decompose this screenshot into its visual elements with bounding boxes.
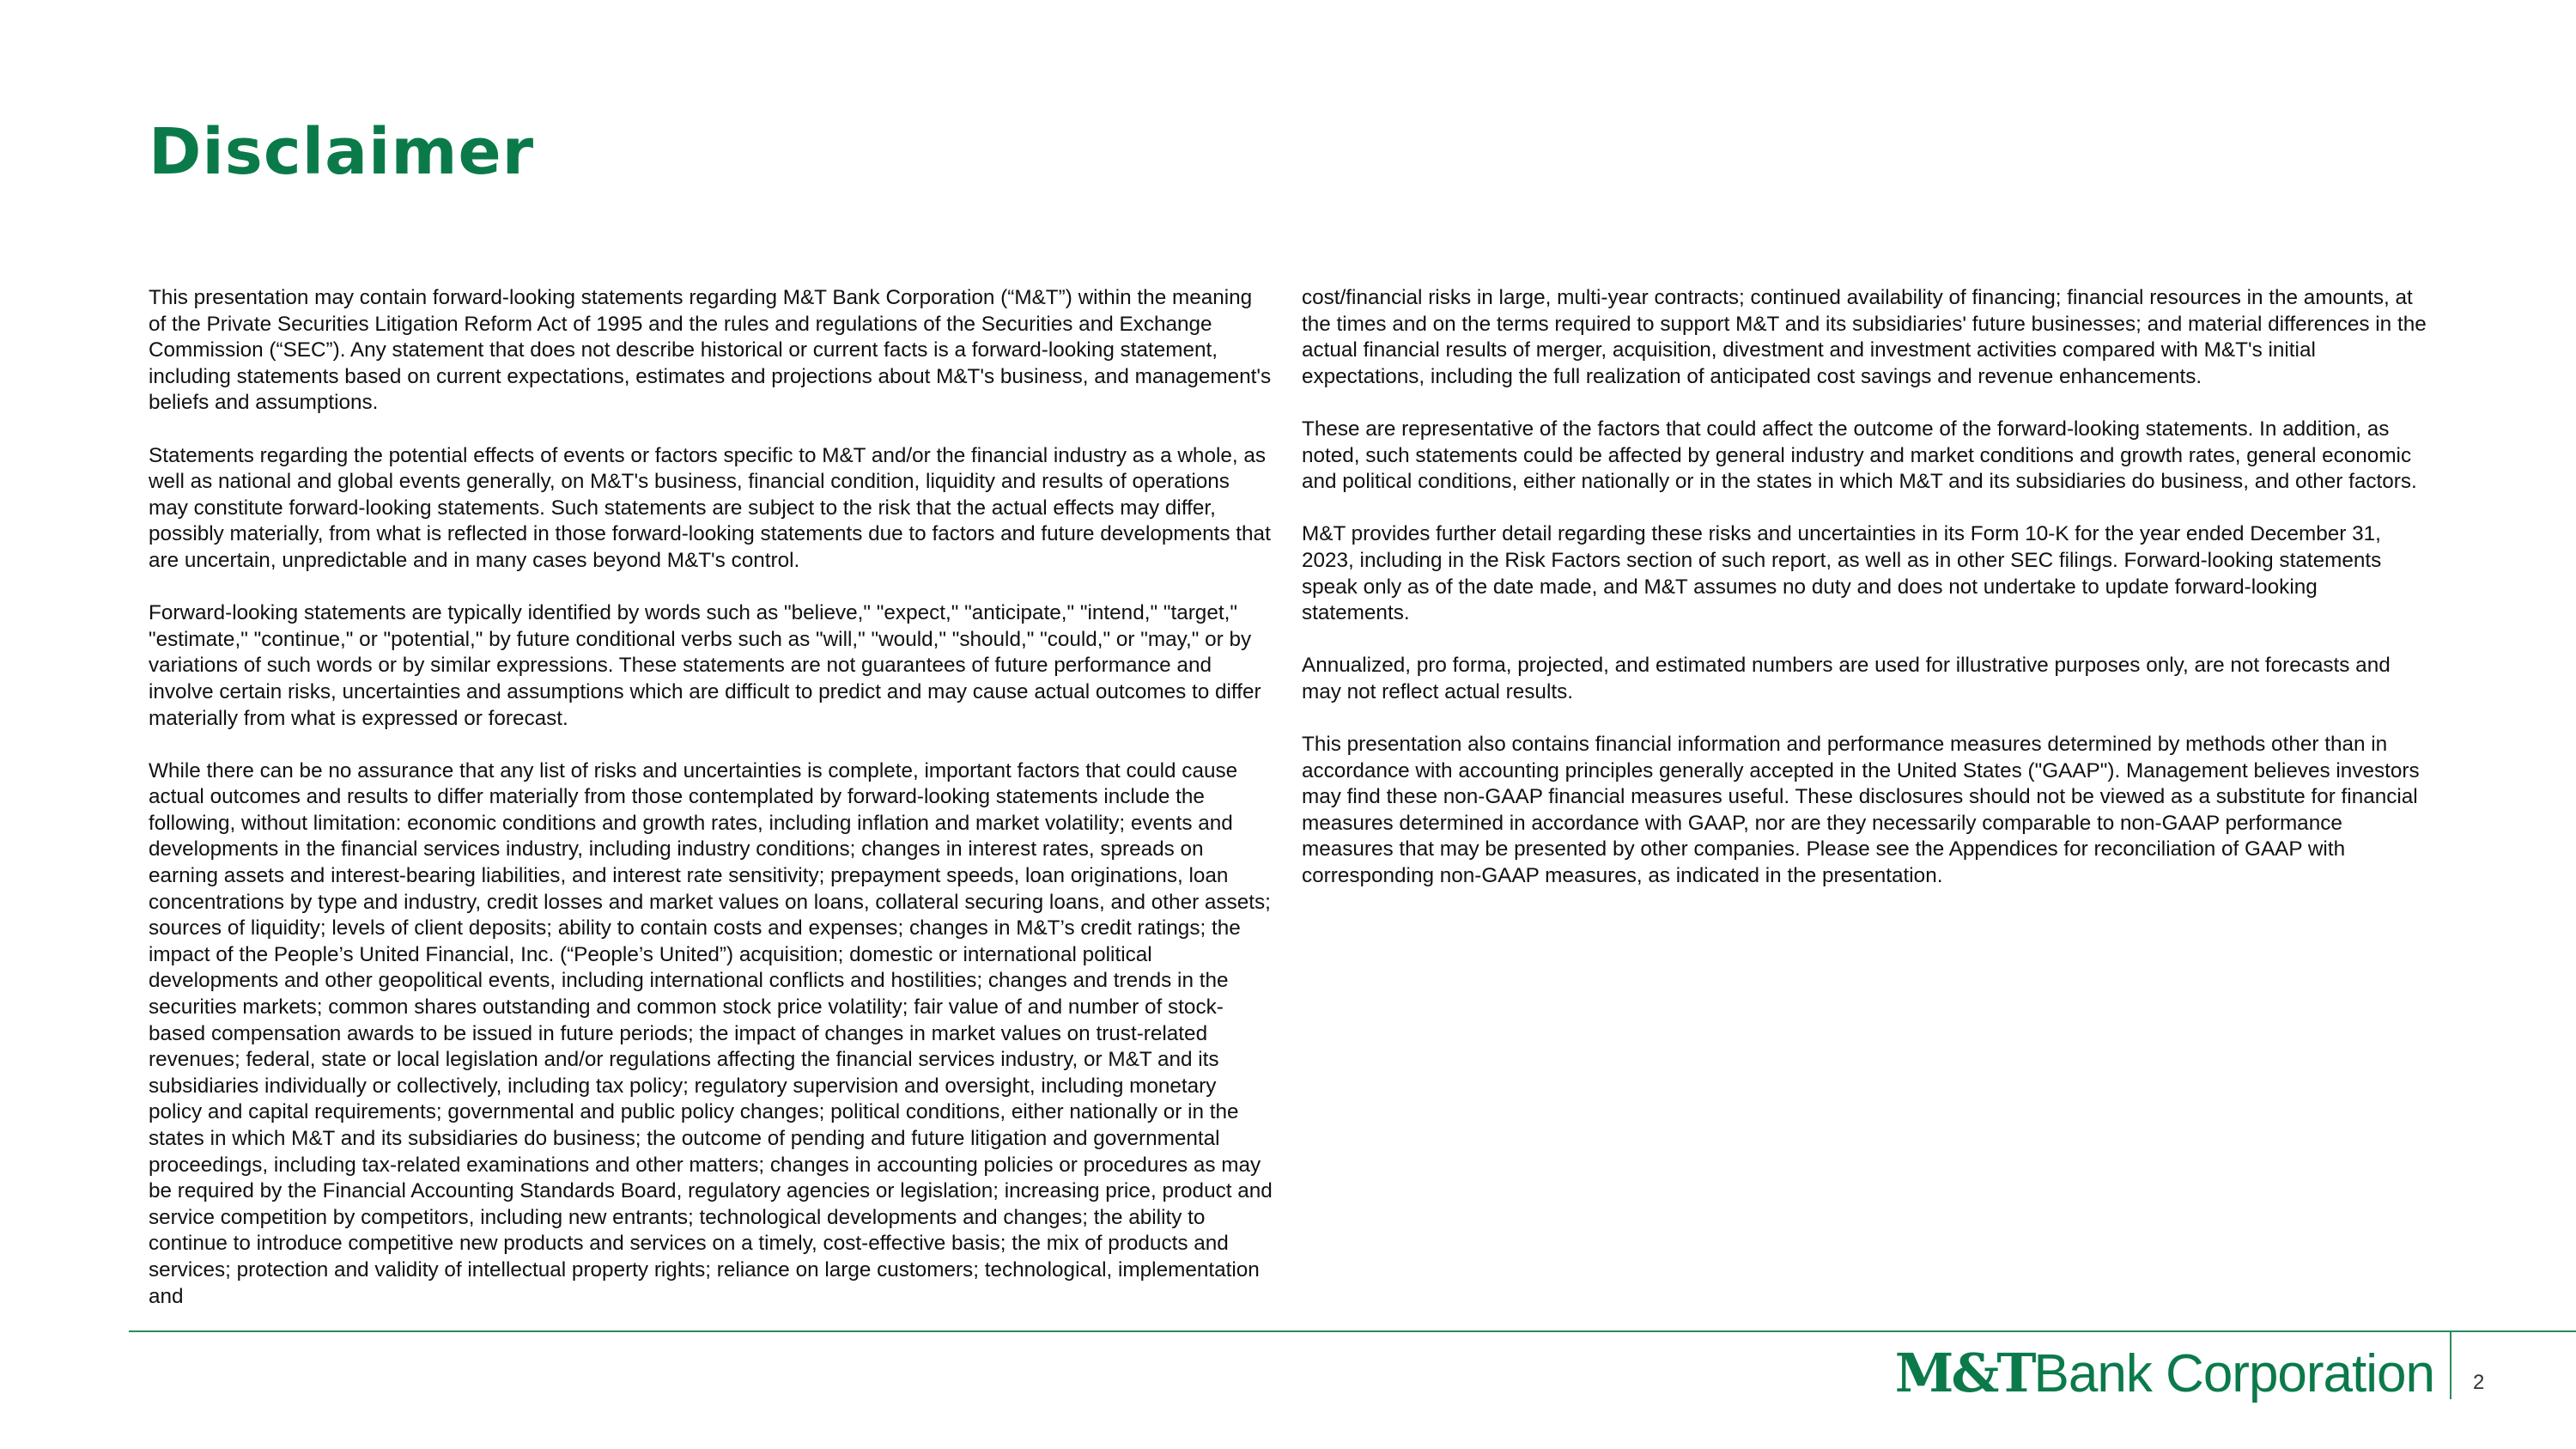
paragraph-illustrative-numbers: Annualized, pro forma, projected, and estimated numbers are used for illustrative purposes only, are not forecasts and may not reflect actual results. [1302, 654, 2391, 703]
footer-vertical-divider [2450, 1330, 2451, 1399]
paragraph-risk-factors-list: While there can be no assurance that any list of risks and uncertainties is complete, important factors that could cause actual outcomes and results to differ materially from those contemplated by forward-looking statements include the following, without limitation: economic conditions and growth rates, including inflation and market volatility; events and developments in the financial services industry, including industry conditions; changes in interest rates, spreads on earning assets and interest-bearing liabilities, and interest rate sensitivity; prepayment speeds, loan originations, loan concentrations by type and industry, credit losses and market values on loans, collateral securing loans, and other assets; sources of liquidity; levels of client deposits; ability to contain costs and expenses; changes in M&T’s credit ratings; the impact of the People’s United Financial, Inc. (“People’s United”) acquisition; domestic or international political developments and other geopolitical events, including international conflicts and hostilities; changes and trends in the securities markets; common shares outstanding and common stock price volatility; fair value of and number of stock-based compensation awards to be issued in future periods; the impact of changes in market values on trust-related revenues; federal, state or local legislation and/or regulations affecting the financial services industry, or M&T and its subsidiaries individually or collectively, including tax policy; regulatory supervision and oversight, including monetary policy and capital requirements; governmental and public policy changes; political conditions, either nationally or in the states in which M&T and its subsidiaries do business; the outcome of pending and future litigation and governmental proceedings, including tax-related examinations and other matters; changes in accounting policies or procedures as may be required by the Financial Accounting Standards Board, regulatory agencies or legislation; increasing price, product and service competition by competitors, including new entrants; technological developments and changes; the ability to continue to introduce competitive new products and services on a timely, cost-effective basis; the mix of products and services; protection and validity of intellectual property rights; reliance on large customers; technological, implementation and [149, 758, 1273, 1308]
disclaimer-left-column [149, 285, 1273, 1336]
logo-text: Bank Corporation [2033, 1344, 2434, 1403]
paragraph-representative-factors: These are representative of the factors that could affect the outcome of the forward-looking statements. In addition, as noted, such statements could be affected by general industry and market conditions and growth rates, general economic and political conditions, either nationally or in the states in which M&T and its subsidiaries do business, and other factors. [1302, 417, 2417, 494]
disclaimer-right-column [1302, 285, 2427, 916]
company-logo [1894, 1342, 2434, 1404]
paragraph-identifying-words: Forward-looking statements are typically identified by words such as "believe," "expect," "anticipate," "intend," "target," "estimate," "continue," or "potential," by future conditional verbs such as "will," "would," "should," "could," or "may," or by variations of such words or by similar expressions. These statements are not guarantees of future performance and involve certain risks, uncertainties and assumptions which are difficult to predict and may cause actual outcomes to differ materially from what is expressed or forecast. [149, 601, 1261, 730]
paragraph-risk-factors-continued: cost/financial risks in large, multi-year contracts; continued availability of financing; financial resources in the amounts, at the times and on the terms required to support M&T and its subsidiaries' future businesses; and material differences in the actual financial results of merger, acquisition, divestment and investment activities compared with M&T's initial expectations, including the full realization of anticipated cost savings and revenue enhancements. [1302, 286, 2427, 388]
paragraph-potential-effects: Statements regarding the potential effects of events or factors specific to M&T and/or the financial industry as a whole, as well as national and global events generally, on M&T's business, financial condition, liquidity and results of operations may constitute forward-looking statements. Such statements are subject to the risk that the actual effects may differ, possibly materially, from what is reflected in those forward-looking statements due to factors and future developments that are uncertain, unpredictable and in many cases beyond M&T's control. [149, 443, 1271, 572]
page-number: 2 [2473, 1371, 2485, 1394]
footer-divider [129, 1330, 2576, 1332]
page-title: Disclaimer [149, 115, 535, 189]
logo-mark: M&T [1894, 1342, 2034, 1404]
paragraph-forward-looking-intro: This presentation may contain forward-looking statements regarding M&T Bank Corporation (“M&T”) within the meaning of the Private Securities Litigation Reform Act of 1995 and the rules and regulations of the Securities and Exchange Commission (“SEC”). Any statement that does not describe historical or current facts is a forward-looking statement, including statements based on current expectations, estimates and projections about M&T's business, and management's beliefs and assumptions. [149, 286, 1272, 415]
paragraph-form-10k: M&T provides further detail regarding these risks and uncertainties in its Form 10-K for the year ended December 31, 2023, including in the Risk Factors section of such report, as well as in other SEC filings. Forward-looking statements speak only as of the date made, and M&T assumes no duty and does not undertake to update forward-looking statements. [1302, 522, 2382, 625]
paragraph-non-gaap: This presentation also contains financial information and performance measures determined by methods other than in accordance with accounting principles generally accepted in the United States ("GAAP"). Management believes investors may find these non-GAAP financial measures useful. These disclosures should not be viewed as a substitute for financial measures determined in accordance with GAAP, nor are they necessarily comparable to non-GAAP performance measures that may be presented by other companies. Please see the Appendices for reconciliation of GAAP with corresponding non-GAAP measures, as indicated in the presentation. [1302, 733, 2420, 888]
